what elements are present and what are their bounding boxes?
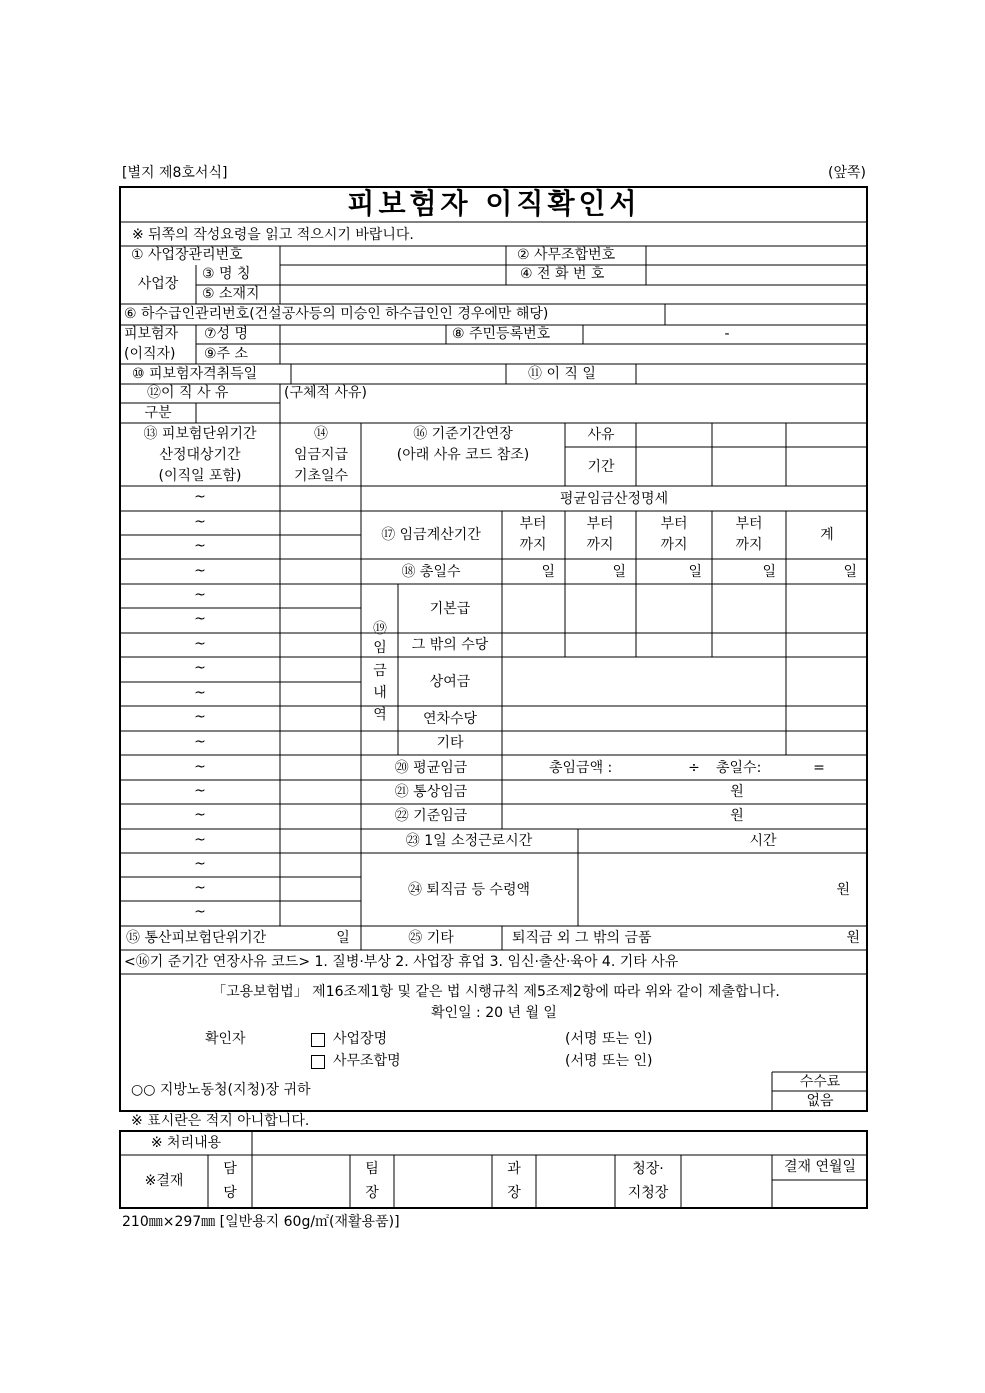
period-tilde: ~ xyxy=(194,685,206,701)
period-tilde: ~ xyxy=(194,783,206,799)
period-tilde: ~ xyxy=(194,611,206,627)
other-label: ㉕ 기타 xyxy=(408,930,454,946)
business-address-label: ⑤ 소재지 xyxy=(202,286,260,302)
total-days-unit: 일 xyxy=(612,564,626,580)
category-label: 구분 xyxy=(144,405,172,421)
total-unit-period-label: ⑮ 통산피보험단위기간 xyxy=(126,930,267,946)
other-detail-label: 퇴직금 외 그 밖의 금품 xyxy=(512,930,652,946)
subcontractor-no-label: ⑥ 하수급인관리번호(건설공사등의 미승인 하수급인인 경우에만 해당) xyxy=(124,306,549,322)
wage-items-char-3: 내 xyxy=(373,685,387,701)
formula-divide: ÷ xyxy=(688,760,700,776)
bonus-label: 상여금 xyxy=(429,674,471,690)
employer-sign-label: (서명 또는 인) xyxy=(565,1031,653,1047)
period-tilde: ~ xyxy=(194,856,206,872)
period-tilde: ~ xyxy=(194,563,206,579)
wage-items-char-4: 역 xyxy=(373,707,387,723)
section-label-2: 장 xyxy=(507,1185,521,1201)
wage-items-char-1: 임 xyxy=(373,640,387,656)
formula-equals: = xyxy=(813,760,825,776)
section-label-1: 과 xyxy=(507,1161,521,1177)
staff-label-1: 담 xyxy=(223,1161,237,1177)
insured-sublabel: (이직자) xyxy=(124,346,176,362)
calc-to-label: 까지 xyxy=(735,537,763,553)
total-days-unit: 일 xyxy=(541,564,555,580)
acquisition-date-label: ⑩ 피보험자격취득일 xyxy=(132,366,258,382)
ordinary-wage-unit: 원 xyxy=(730,784,744,800)
office-checkbox[interactable] xyxy=(311,1055,325,1069)
calc-to-label: 까지 xyxy=(519,537,547,553)
period-tilde: ~ xyxy=(194,636,206,652)
period-tilde: ~ xyxy=(194,880,206,896)
office-sign-label: (서명 또는 인) xyxy=(565,1053,653,1069)
formula-total-label: 총임금액 : xyxy=(549,760,613,776)
period-tilde: ~ xyxy=(194,904,206,920)
leave-reason-label: ⑫이 직 사 유 xyxy=(147,385,229,401)
annual-leave-pay-label: 연차수당 xyxy=(422,711,478,727)
calc-from-label: 부터 xyxy=(519,516,547,532)
calc-from-label: 부터 xyxy=(586,516,614,532)
leave-date-label: ⑪ 이 직 일 xyxy=(528,366,596,382)
period-tilde: ~ xyxy=(194,514,206,530)
total-days-unit: 일 xyxy=(843,564,857,580)
office-name-label: 사무조합명 xyxy=(333,1053,401,1069)
rrn-dash: - xyxy=(724,326,730,342)
unit-period-label-3: (이직일 포함) xyxy=(158,468,242,484)
period-tilde: ~ xyxy=(194,587,206,603)
unit-period-label-1: ⑬ 피보험단위기간 xyxy=(143,426,257,442)
office-use-note: ※ 표시란은 적지 아니합니다. xyxy=(131,1113,310,1129)
business-phone-label: ④ 전 화 번 호 xyxy=(520,266,605,282)
wage-items-char-2: 금 xyxy=(373,663,387,679)
wage-days-label-2: 임금지급 xyxy=(293,447,349,463)
paper-spec: 210㎜×297㎜ [일반용지 60g/㎡(재활용품)] xyxy=(122,1214,400,1230)
severance-unit: 원 xyxy=(836,882,850,898)
wage-days-label-3: 기초일수 xyxy=(293,468,349,484)
employer-name-label: 사업장명 xyxy=(333,1031,388,1047)
other-pay-label: 기타 xyxy=(436,735,464,751)
period-tilde: ~ xyxy=(194,734,206,750)
total-days-unit: 일 xyxy=(688,564,702,580)
extension-codes: <⑯기 준기간 연장사유 코드> 1. 질병·부상 2. 사업장 휴업 3. 임신·출산·육아 4. 기타 사유 xyxy=(124,954,679,970)
total-unit-day: 일 xyxy=(336,930,350,946)
business-mgmt-no-label: ① 사업장관리번호 xyxy=(131,247,243,263)
approval-label: ※결재 xyxy=(144,1173,184,1189)
work-hours-unit: 시간 xyxy=(749,833,777,849)
leave-reason-detail: (구체적 사유) xyxy=(284,385,367,401)
period-tilde: ~ xyxy=(194,832,206,848)
employer-checkbox[interactable] xyxy=(311,1033,325,1047)
work-hours-label: ㉓ 1일 소정근로시간 xyxy=(405,833,533,849)
confirmer-label: 확인자 xyxy=(205,1031,246,1047)
approval-date-label: 결재 연월일 xyxy=(783,1159,857,1175)
wage-days-label-1: ⑭ xyxy=(314,426,328,442)
insured-name-label: ⑦성 명 xyxy=(204,326,249,342)
severance-label: ㉔ 퇴직금 등 수령액 xyxy=(407,882,531,898)
chief-label-2: 지청장 xyxy=(627,1185,669,1201)
calc-from-label: 부터 xyxy=(735,516,763,532)
recipient-label: ○○ 지방노동청(지청)장 귀하 xyxy=(131,1082,311,1098)
period-tilde: ~ xyxy=(194,759,206,775)
business-label: 사업장 xyxy=(137,276,179,292)
avg-wage-section-title: 평균임금산정명세 xyxy=(559,491,669,507)
period-tilde: ~ xyxy=(194,709,206,725)
standard-wage-unit: 원 xyxy=(730,808,744,824)
extension-reason-label: 사유 xyxy=(587,427,615,443)
other-allowance-label: 그 밖의 수당 xyxy=(411,637,489,653)
team-label-2: 장 xyxy=(365,1185,379,1201)
ordinary-wage-label: ㉑ 통상임금 xyxy=(394,784,468,800)
formula-days-label: 총일수: xyxy=(716,760,762,776)
calc-period-label: ⑰ 임금계산기간 xyxy=(381,527,481,543)
extension-label-2: (아래 사유 코드 참조) xyxy=(396,447,530,463)
wage-items-number: ⑲ xyxy=(373,621,387,637)
form-number: [별지 제8호서식] xyxy=(122,165,228,181)
period-tilde: ~ xyxy=(194,489,206,505)
average-wage-label: ⑳ 평균임금 xyxy=(394,760,468,776)
extension-period-label: 기간 xyxy=(587,459,615,475)
period-tilde: ~ xyxy=(194,538,206,554)
page-side-label: (앞쪽) xyxy=(828,165,866,181)
office-no-label: ② 사무조합번호 xyxy=(517,247,616,263)
business-name-label: ③ 명 칭 xyxy=(202,266,251,282)
other-detail-unit: 원 xyxy=(846,930,860,946)
form-title: 피보험자 이직확인서 xyxy=(347,187,641,220)
fee-value: 없음 xyxy=(806,1093,834,1109)
calc-to-label: 까지 xyxy=(586,537,614,553)
basic-pay-label: 기본급 xyxy=(429,601,471,617)
unit-period-label-2: 산정대상기간 xyxy=(159,447,241,463)
extension-label-1: ⑯ 기준기간연장 xyxy=(413,426,513,442)
confirmation-date: 확인일 : 20 년 월 일 xyxy=(431,1005,557,1021)
staff-label-2: 당 xyxy=(223,1185,237,1201)
calc-total-label: 계 xyxy=(820,527,834,543)
chief-label-1: 청장· xyxy=(632,1161,664,1177)
standard-wage-label: ㉒ 기준임금 xyxy=(394,808,468,824)
team-label-1: 팀 xyxy=(365,1161,379,1177)
total-days-unit: 일 xyxy=(762,564,776,580)
insured-address-label: ⑨주 소 xyxy=(204,346,249,362)
calc-to-label: 까지 xyxy=(660,537,688,553)
insured-rrn-label: ⑧ 주민등록번호 xyxy=(452,326,551,342)
period-tilde: ~ xyxy=(194,807,206,823)
calc-from-label: 부터 xyxy=(660,516,688,532)
total-days-label: ⑱ 총일수 xyxy=(401,564,461,580)
insured-label: 피보험자 xyxy=(124,326,179,342)
fee-label: 수수료 xyxy=(799,1074,841,1090)
period-tilde: ~ xyxy=(194,660,206,676)
processing-label: ※ 처리내용 xyxy=(150,1135,222,1151)
declaration-text: 「고용보험법」 제16조제1항 및 같은 법 시행규칙 제5조제2항에 따라 위와 같이 제출합니다. xyxy=(212,984,780,1000)
instruction-notice: ※ 뒤쪽의 작성요령을 읽고 적으시기 바랍니다. xyxy=(132,227,414,243)
